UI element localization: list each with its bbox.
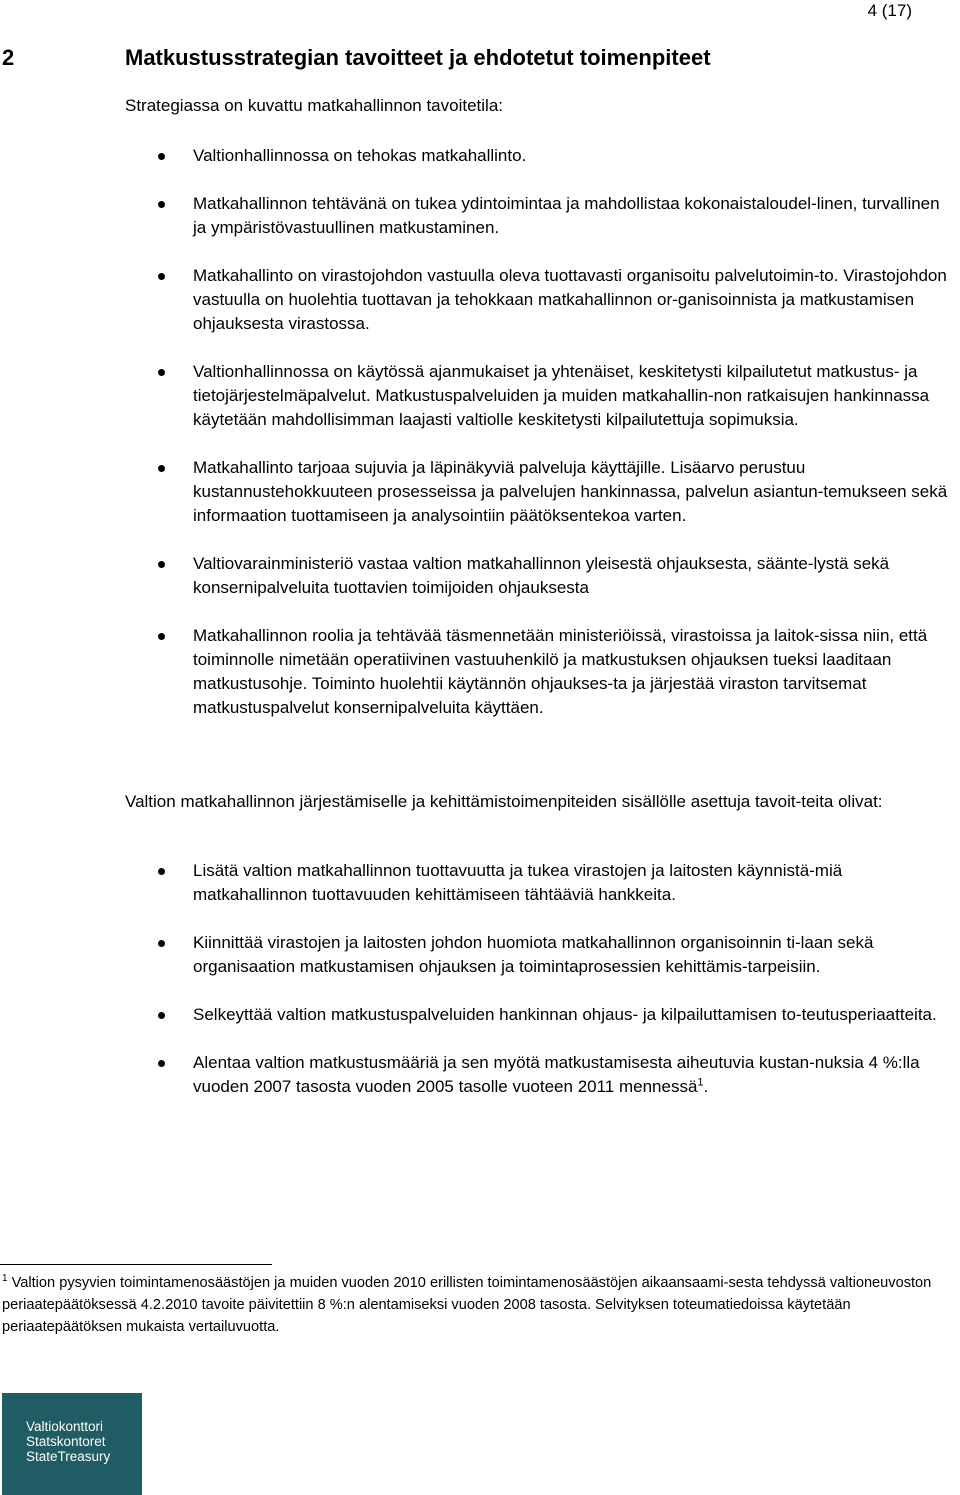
bullet-icon: [158, 153, 165, 160]
page-number: 4 (17): [867, 1, 912, 20]
bullet-icon: [158, 273, 165, 280]
list-item: [0, 264, 957, 336]
list-item: [0, 1051, 957, 1099]
bullet-icon: [158, 369, 165, 376]
footnote-reference: 1: [697, 1076, 704, 1089]
footnote-text: Valtion pysyvien toimintamenosäästöjen ja muiden vuoden 2010 erillisten toimintamenosäästöjen aikaansaami-sesta tehdyssä valtioneuvoston periaatepäätöksessä 4.2.2010 tavoite päivitettiin 8 %:n alentamiseksi vuoden 2008 tasosta. Selvityksen toteumatiedoissa käytetään periaatepäätöksen mukaista vertailuvuotta.: [2, 1275, 932, 1335]
list-item-text: Matkahallinnon roolia ja tehtävää täsmennetään ministeriöissä, virastoissa ja laitok-sissa niin, että toiminnolle nimetään operatiivinen vastuuhenkilö ja matkustuksen ohjauksen tueksi laaditaan matkustusohje. Toiminto huolehtii käytännön ohjaukses-ta ja järjestää viraston tarvitsemat matkustuspalvelut konsernipalveluita käyttäen.: [193, 626, 928, 717]
logo-line-fi: Valtiokonttori: [26, 1419, 104, 1434]
state-treasury-logo: [2, 1393, 142, 1495]
bullet-icon: [158, 561, 165, 568]
list-item: [0, 144, 957, 168]
bullet-icon: [158, 1012, 165, 1019]
footnote: [2, 1272, 960, 1338]
list-item-text: Valtionhallinnossa on käytössä ajanmukaiset ja yhtenäiset, keskitetysti kilpailutetut matkustus- ja tietojärjestelmäpalvelut. Matkustuspalveluiden ja muiden matkahallin-non ratkaisujen hankinnassa käytetään mahdollisimman laajasti valtiolle keskitetysti kilpailutettuja sopimuksia.: [193, 362, 930, 429]
list-item-text: Matkahallinto on virastojohdon vastuulla oleva tuottavasti organisoitu palvelutoimin-to. Virastojohdon vastuulla on huolehtia tuottavan ja tehokkaan matkahallinnon or-ganisoinnista ja matkustamisen ohjauksesta virastossa.: [193, 266, 947, 333]
bullet-icon: [158, 201, 165, 208]
list-item: [0, 1003, 957, 1027]
list-item-text: Kiinnittää virastojen ja laitosten johdon huomiota matkahallinnon organisoinnin ti-laan sekä organisaation matkustamisen ohjauksen ja toimintaprosessien kehittämis-tarpeisiin.: [193, 933, 874, 976]
list-item: [0, 552, 957, 600]
logo-line-en: StateTreasury: [26, 1449, 111, 1464]
list-item-text: Lisätä valtion matkahallinnon tuottavuutta ja tukea virastojen ja laitosten käynnistä-miä matkahallinnon tuottavuuden kehittämiseen tähtääviä hankkeita.: [193, 861, 843, 904]
list-item: [0, 192, 957, 240]
list-item: [0, 931, 957, 979]
objectives-list: [0, 859, 960, 1123]
bullet-icon: [158, 940, 165, 947]
intro-paragraph: Strategiassa on kuvattu matkahallinnon tavoitetila:: [125, 96, 504, 115]
list-item-text: Matkahallinto tarjoaa sujuvia ja läpinäkyviä palveluja käyttäjille. Lisäarvo perustuu kustannustehokkuuteen prosesseissa ja palvelujen hankinnassa, palvelun asiantun-temukseen sekä informaation tuottamiseen ja analysointiin päätöksentekoa varten.: [193, 458, 948, 525]
bullet-icon: [158, 868, 165, 875]
list-item-end: .: [703, 1077, 709, 1096]
list-item-text: Alentaa valtion matkustusmääriä ja sen myötä matkustamisesta aiheutuvia kustan-nuksia 4 %:lla vuoden 2007 tasosta vuoden 2005 tasolle vuoteen 2011 mennessä: [193, 1053, 920, 1096]
list-item: [0, 360, 957, 432]
list-item: [0, 624, 957, 720]
bullet-icon: [158, 1060, 165, 1067]
objectives-intro-paragraph: Valtion matkahallinnon järjestämiselle ja kehittämistoimenpiteiden sisällölle asettuja tavoit-teita olivat:: [125, 792, 883, 811]
list-item: [0, 859, 957, 907]
list-item: [0, 456, 957, 528]
list-item-text: Valtionhallinnossa on tehokas matkahallinto.: [193, 146, 527, 165]
list-item-text: Valtiovarainministeriö vastaa valtion matkahallinnon yleisestä ohjauksesta, säänte-lystä sekä konsernipalveluita tuottavien toimijoiden ohjauksesta: [193, 554, 890, 597]
goals-list: [0, 144, 960, 744]
bullet-icon: [158, 465, 165, 472]
section-number: 2: [2, 45, 15, 70]
footnote-separator: [0, 1264, 272, 1265]
list-item-text: Matkahallinnon tehtävänä on tukea ydintoimintaa ja mahdollistaa kokonaistaloudel-linen, turvallinen ja ympäristövastuullinen matkustaminen.: [193, 194, 940, 237]
footnote-marker: 1: [2, 1273, 8, 1285]
list-item-text: Selkeyttää valtion matkustuspalveluiden hankinnan ohjaus- ja kilpailuttamisen to-teutusperiaatteita.: [193, 1005, 937, 1024]
logo-line-sv: Statskontoret: [26, 1434, 106, 1449]
bullet-icon: [158, 633, 165, 640]
section-title: Matkustusstrategian tavoitteet ja ehdotetut toimenpiteet: [125, 45, 711, 70]
